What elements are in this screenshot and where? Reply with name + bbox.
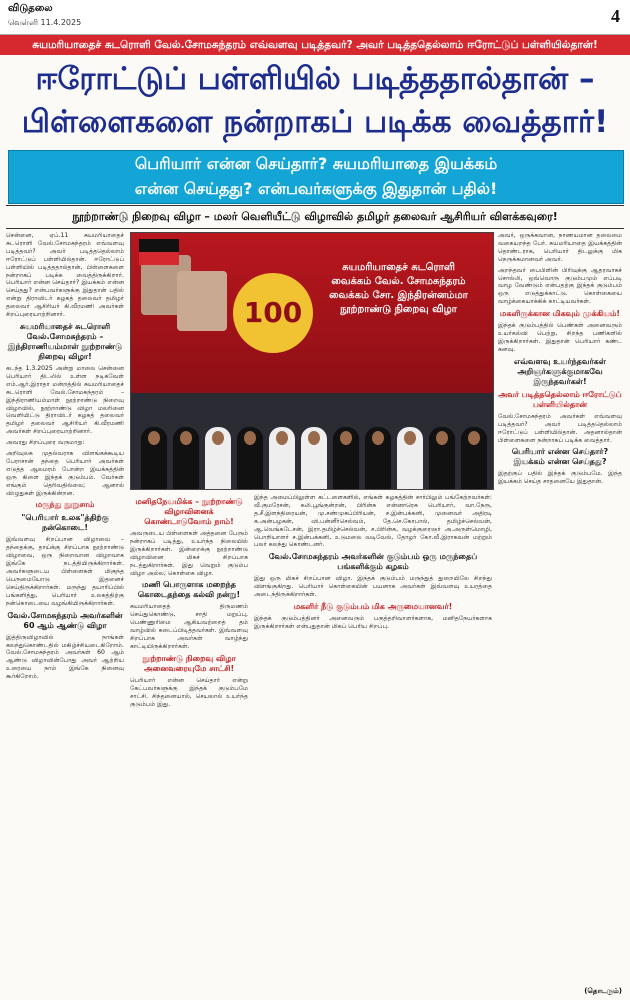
dignitary [461, 427, 487, 489]
dignitary [269, 427, 295, 489]
section-heading: பெரியார் என்ன செய்தார்? இயக்கம் என்ன செய்தது? [511, 447, 609, 467]
section-heading: அவர் படித்ததெல்லாம் ஈரோட்டுப் பள்ளியில்தான் [498, 389, 622, 409]
section-heading: மனிதநேயமிக்க – நூற்றாண்டு விழாவினைக் கொண்டாடுவோம் நாம்! [135, 497, 243, 526]
party-flag-icon [139, 239, 179, 265]
continued-note: (தொடரும்) [584, 987, 622, 995]
paragraph: இந்த அமைப்பிலுள்ள கட்டளைகளில், எங்கள் கழகத்தின் சார்பிலும் பங்கேற்றவர்கள்: வீ.குமரேசன், கலி.பூங்குன்றன், பிரின்சு என்னாரெசு பெரியார், வா.நேரு, த.சீ.இளந்திரையன், மு.சண்முகப்பிரியன், ச.இன்பக்கனி, முனைவர் அதிரடி க.அன்பழகன், வி.பன்னீர்செல்வம், தே.செ.கோபால், தமிழ்ச்செல்வன், ஆ.வெங்கடேசன், இரா.தமிழ்ச்செல்வன், ச.பிரின்சு, வழக்குரைஞர் அ.அருள்மொழி, பொறியாளர் ச.இன்பக்கனி, உடுமலை வடிவேல், தோழர் கோ.வீ.இராகவன் மற்றும் பலர் கலந்து கொண்டனர். [254, 494, 492, 549]
dignitary [141, 427, 167, 489]
dignitary [205, 427, 231, 489]
banner-line: வைக்கம் சோ. இந்திரன்னம்மா [329, 290, 468, 301]
paragraph: இந்தக் குடும்பத்தினர் அனைவரும் பகுத்தறிவாளர்களாக, மனிதநேயர்களாக இருக்கிறார்கள் என்பதுதான் மிகப் பெரிய சிறப்பு. [254, 615, 492, 630]
paragraph: அவருடைய பிள்ளைகள் அத்தனை பேரும் நன்றாகப் படித்து, உயர்ந்த நிலையில் இருக்கிறார்கள். இன்றைக்கு நூற்றாண்டு விழாவினை மிகச் சிறப்பாக நடத்துகிறார்கள். இது வெறும் குடும்ப விழா அல்ல; கொள்கை விழா. [130, 530, 248, 577]
section-heading: மணி பொருளாக மறைந்த கொடைதந்தை கல்வி நன்று! [137, 580, 241, 600]
section-heading: எவ்வளவு உயர்ந்தவர்கள் அறிஞர்களுக்குமாகவே இருந்தவர்கள்! [513, 356, 607, 386]
paragraph: இதற்குப் பதில் இந்தக் குடும்பமே. இந்த இயக்கம் செய்த சாதனையே இதுதான். [498, 470, 622, 486]
paragraph: பெரியார் என்ன செய்தார் என்று கேட்பவர்களுக்கு இந்தக் குடும்பமே சாட்சி. சிந்தனையால், செயலால் உயர்ந்த குடும்பம் இது. [130, 676, 248, 708]
dignitary [333, 427, 359, 489]
main-headline [10, 58, 620, 144]
banner-line: வைக்கம் வேல். சோமசுந்தரம் [331, 276, 466, 287]
paragraph: இது ஒரு மிகச் சிறப்பான விழா. இந்தக் குடும்பம் மருந்துத் துறையிலே சிறந்து விளங்குகிறது. பெரியார் கொள்கையின் பயனாக அவர்கள் இவ்வளவு உயரத்தை அடைந்திருக்கிறார்கள். [254, 575, 492, 599]
paragraph: சென்னை, ஏப்.11 சுயமரியாதைச் சுடரொளி வேல்.சோமசுந்தரம் எவ்வளவு படித்தவர்? அவர் படித்ததெல்லாம் ஈரோட்டுப் பள்ளியில்தான். ஈரோட்டுப் பள்ளியில் படித்ததால்தான், பிள்ளைகளை நன்றாகப் படிக்க வைத்திருக்கிறார். பெரியார் என்ன செய்தார்? இயக்கம் என்ன செய்தது? என்பவர்களுக்கு இதுதான் பதில் என்று திராவிடர் கழகத் தலைவர் தமிழர் தலைவர் ஆசிரியர் கி.வீரமணி அவர்கள் சிறப்புரையாற்றினார். [6, 232, 124, 319]
paragraph: அறந்தவர் பைபிளின் பிரிவுக்கு ஆதரவாகச் சொல்லி, ஒவ்வொரு குடும்பமும் எப்படி வாழ வேண்டும் என்பதற்கு இந்தக் குடும்பம் ஒரு எடுத்துக்காட்டு. கொள்கையை வாழ்க்கையாக்கிக் காட்டியவர்கள். [498, 266, 622, 306]
section-heading: மருந்து நூறுசாம் [35, 500, 95, 510]
portrait-image [177, 271, 227, 331]
section-heading: மகளிருக்கான மிகவும் முக்கியம்! [499, 309, 621, 319]
subheadline: நூற்றாண்டு நிறைவு விழா – மலர் வெளியீட்டு விழாவில் தமிழர் தலைவர் ஆசிரியர் விளக்கவுரை! [6, 205, 624, 229]
dignitary [429, 427, 455, 489]
paragraph: இத்திருவிழாவில் நாங்கள் கலந்துகொண்டதில் மகிழ்ச்சியடைகிறோம். வேல்.சோமசுந்தரம் அவர்கள் 60 ஆம் ஆண்டு விழாவின்போது அவர் ஆற்றிய உரையை நாம் இங்கே நினைவு கூர்கிறோம். [6, 633, 124, 681]
event-banner [131, 233, 493, 393]
issue-date: வெள்ளி 11.4.2025 [8, 18, 82, 27]
banner-line: நூற்றாண்டு நிறைவு விழா [340, 304, 457, 315]
paragraph: அவர், ஒருக்கவான, நாணயமான தலைமை வகையறந்த பேர். சுயமரியாதை இயக்கத்தின் தொண்டராக, பெரியார் திடலுக்கு மிக நெருக்கமானவர் அவர். [498, 232, 622, 263]
dignitary [237, 427, 263, 489]
masthead [0, 0, 630, 35]
section-heading: நூற்றாண்டு நிறைவு விழா அனைவரையுமே சாட்சி! [142, 653, 236, 673]
banner-text [316, 261, 481, 317]
section-heading: சுயமரியாதைச் சுடரொளி வேல்.சோமசுந்தரம் – இந்திராணியம்மாள் நூற்றாண்டு நிறைவு விழா! [7, 321, 123, 361]
deck-line-1: பெரியார் என்ன செய்தார்? சுயமரியாதை இயக்கம் [134, 154, 498, 173]
page-number: 4 [611, 6, 620, 26]
strap-headline: சுயமரியாதைச் சுடரொளி வேல்.சோமசுந்தரம் எவ்வளவு படித்தவர்? அவர் படித்ததெல்லாம் ஈரோட்டுப் பள்ளியில்தான்! [0, 35, 630, 55]
paragraph: இவ்வளவு சிறப்பான விழாவை – தந்தைக்கு, தாய்க்கு சிறப்பாக நூற்றாண்டு விழாவை, ஒரு நிறைவான விழாவாக இங்கே நடத்தியிருக்கிறார்கள். அவர்களுடைய பிள்ளைகள் மிகுந்த பெருமையோடு இதனைச் செய்திருக்கிறார்கள். மருந்து தயாரிப்பில் பங்களித்து, பெரியார் உலகத்திற்கு நன்கொடையை வழங்கியிருக்கிறார்கள். [6, 536, 124, 607]
paragraph: சுயமரியாதைத் திருமணம் செய்துகொண்டு, சாதி மறுப்பு, பெண்ணுரிமை ஆகியவற்றைத் தம் வாழ்வில் கடைப்பிடித்தவர்கள். இவ்வளவு சிறப்பாக அவர்கள் வாழ்ந்து காட்டியிருக்கிறார்கள். [130, 603, 248, 650]
dignitary [173, 427, 199, 489]
dignitary [365, 427, 391, 489]
centenary-logo: 100 [233, 273, 313, 353]
dignitary [397, 427, 423, 489]
section-heading: மகளிர் நீடு குடும்பம் மிக அருமையானவர்! [293, 602, 453, 612]
stage-dignitaries [131, 393, 493, 489]
banner-line: சுயமரியாதைச் சுடரொளி [342, 262, 455, 273]
headline-line-2: பிள்ளைகளை நன்றாகப் படிக்க வைத்தார்! [21, 104, 609, 140]
paper-name: விடுதலை [8, 3, 53, 14]
article-column-3 [254, 494, 492, 992]
section-heading: வேல்.சோமசுந்தரம் அவர்களின் குடும்பம் ஒரு மருந்தைப் பங்களிக்கும் கழகம் [268, 552, 478, 572]
paragraph: வேல்.சோமசுந்தரம் அவர்கள் எவ்வளவு படித்தவர்? அவர் படித்ததெல்லாம் ஈரோட்டுப் பள்ளியில்தான். அதனால்தான் பிள்ளைகளை நன்றாகப் படிக்க வைத்தார். [498, 412, 622, 444]
section-heading: "பெரியார் உலக"த்திற்கு நன்கொடை! [21, 513, 109, 533]
article-column-4 [498, 232, 622, 980]
paragraph: அவரது சிறப்புரை வருமாறு: [6, 439, 85, 447]
article-column-2 [130, 494, 248, 992]
section-heading: வேல்.சோமசுந்தரம் அவர்களின் 60 ஆம் ஆண்டு விழா [7, 610, 123, 630]
event-photo [130, 232, 494, 490]
article-column-1 [6, 232, 124, 992]
dignitary [301, 427, 327, 489]
deck-line-2: என்ன செய்தது? என்பவர்களுக்கு இதுதான் பதில்! [134, 179, 498, 198]
paragraph: அறிவுலக முதல்வராக விளங்கக்கூடிய பேராசான் தந்தை பெரியார் அவர்கள் எடுத்த ஆலமரம் போன்ற இயக்கத்தின் ஒரு கிளை இந்தக் குடும்பம். வேர்கள் எங்கும் தெரிவதில்லை; ஆனால் விழுதுகள் இருக்கின்றன. [6, 450, 124, 497]
deck-box [8, 150, 624, 204]
paragraph: இந்தக் குடும்பத்தில் பெண்கள் அனைவரும் உயர்கல்வி பெற்று, சிறந்த பணிகளில் இருக்கிறார்கள். இதுதான் பெரியார் கண்ட கனவு. [498, 322, 622, 353]
headline-line-1: ஈரோட்டுப் பள்ளியில் படித்ததால்தான் – [35, 61, 595, 97]
paragraph: கடந்த 1.3.2025 அன்று மாலை சென்னை பெரியார் திடலில் உள்ள நடிகவேள் எம்.ஆர்.இராதா மன்றத்தில் சுயமரியாதைச் சுடரொளி வேல்.சோமசுந்தரம் – இந்திராணியம்மாள் நூற்றாண்டு நிறைவு விழாவில், நூற்றாண்டு விழா மலரினை வெளியிட்டு திராவிடர் கழகத் தலைவர் தமிழர் தலைவர் ஆசிரியர் கி.வீரமணி அவர்கள் சிறப்புரையாற்றினார். [6, 364, 124, 436]
